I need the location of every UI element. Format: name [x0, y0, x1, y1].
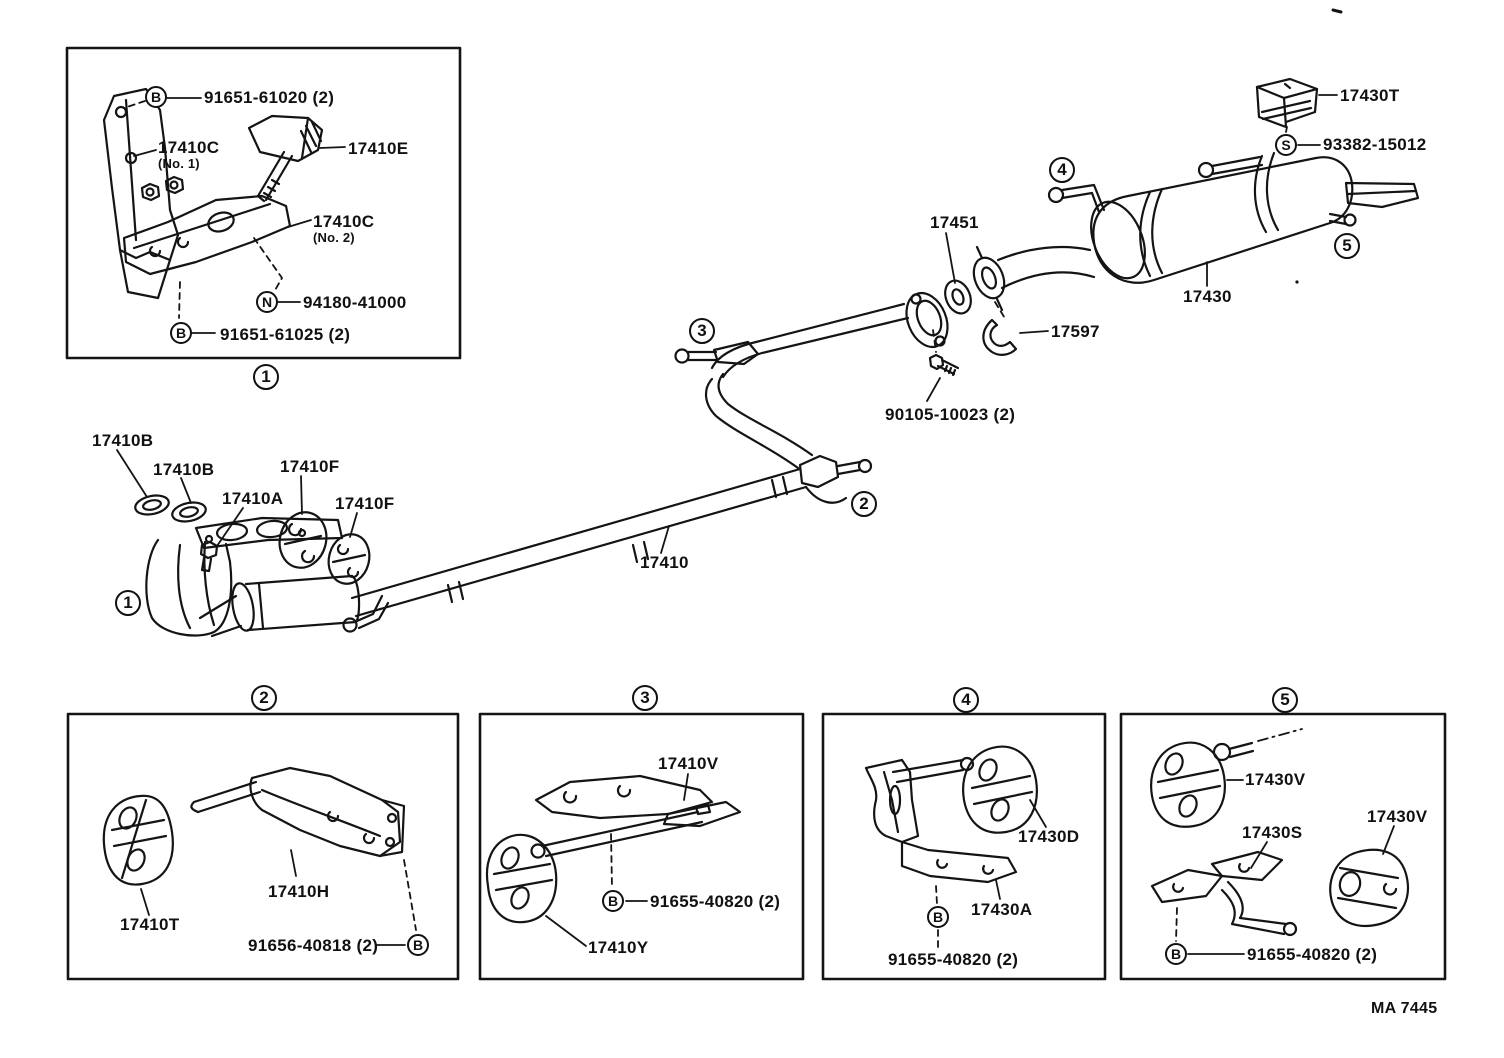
detail5-bolt-part-label: 91655-40820 (2) [1247, 945, 1378, 964]
support-front-part-label: 17410F [280, 457, 340, 476]
gasket-left-part-label: 17410B [92, 431, 154, 450]
joint-gasket-part-label: 17451 [930, 213, 979, 232]
detail3-support-part-label: 17410Y [588, 938, 649, 957]
detail5-bracket-part-label: 17430S [1242, 823, 1303, 842]
bolt-part-label: 17410A [222, 489, 284, 508]
bracket-no2-sub-label: (No. 2) [313, 230, 355, 245]
callout-2: 2 [251, 685, 277, 711]
joint-bolt-part-label: 90105-10023 (2) [885, 405, 1016, 424]
callout-2: 2 [851, 491, 877, 517]
muffler-support-part-label: 17430T [1340, 86, 1400, 105]
detail4-bolt-part-label: 91655-40820 (2) [888, 950, 1019, 969]
muffler-part-label: 17430 [1183, 287, 1232, 306]
detail-box4-drawing [823, 714, 1105, 979]
bolt-bottom-part-label: 91651-61025 (2) [220, 325, 351, 344]
callout-5: 5 [1272, 687, 1298, 713]
nut-part-label: 94180-41000 [303, 293, 407, 312]
callout-1: 1 [253, 364, 279, 390]
bracket-no1-sub-label: (No. 1) [158, 156, 200, 171]
bracket-no2-part-label: 17410C [313, 212, 375, 231]
detail2-support-part-label: 17410T [120, 915, 180, 934]
bolt-symbol: B [602, 890, 624, 912]
bracket-no1-part-label: 17410C [158, 138, 220, 157]
figure-code: MA 7445 [1371, 1000, 1438, 1017]
detail5-support-upper-part-label: 17430V [1245, 770, 1306, 789]
front-pipe-part-label: 17410 [640, 553, 689, 572]
bolt-symbol: B [1165, 943, 1187, 965]
support-rear-part-label: 17410F [335, 494, 395, 513]
screw-symbol: S [1275, 134, 1297, 156]
bolt-symbol: B [170, 322, 192, 344]
callout-4: 4 [1049, 157, 1075, 183]
callout-4: 4 [953, 687, 979, 713]
bolt-symbol: B [927, 906, 949, 928]
bolt-symbol: B [145, 86, 167, 108]
detail4-support-part-label: 17430D [1018, 827, 1080, 846]
detail-box5-drawing [1121, 714, 1445, 979]
nut-symbol: N [256, 291, 278, 313]
detail2-bolt-part-label: 91656-40818 (2) [248, 936, 379, 955]
bolt-symbol: B [407, 934, 429, 956]
bolt-top-part-label: 91651-61020 (2) [204, 88, 335, 107]
clamp-part-label: 17597 [1051, 322, 1100, 341]
callout-5: 5 [1334, 233, 1360, 259]
callout-1: 1 [115, 590, 141, 616]
detail4-bracket-part-label: 17430A [971, 900, 1033, 919]
detail5-support-lower-part-label: 17430V [1367, 807, 1428, 826]
gasket-right-part-label: 17410B [153, 460, 215, 479]
callout-3: 3 [689, 318, 715, 344]
detail3-bolt-part-label: 91655-40820 (2) [650, 892, 781, 911]
pipe-joint-drawing [899, 233, 1048, 401]
front-pipe-drawing [117, 450, 871, 636]
detail3-bracket-part-label: 17410V [658, 754, 719, 773]
muffler-screw-part-label: 93382-15012 [1323, 135, 1427, 154]
callout-3: 3 [632, 685, 658, 711]
insulator-part-label: 17410E [348, 139, 409, 158]
detail2-bracket-part-label: 17410H [268, 882, 330, 901]
